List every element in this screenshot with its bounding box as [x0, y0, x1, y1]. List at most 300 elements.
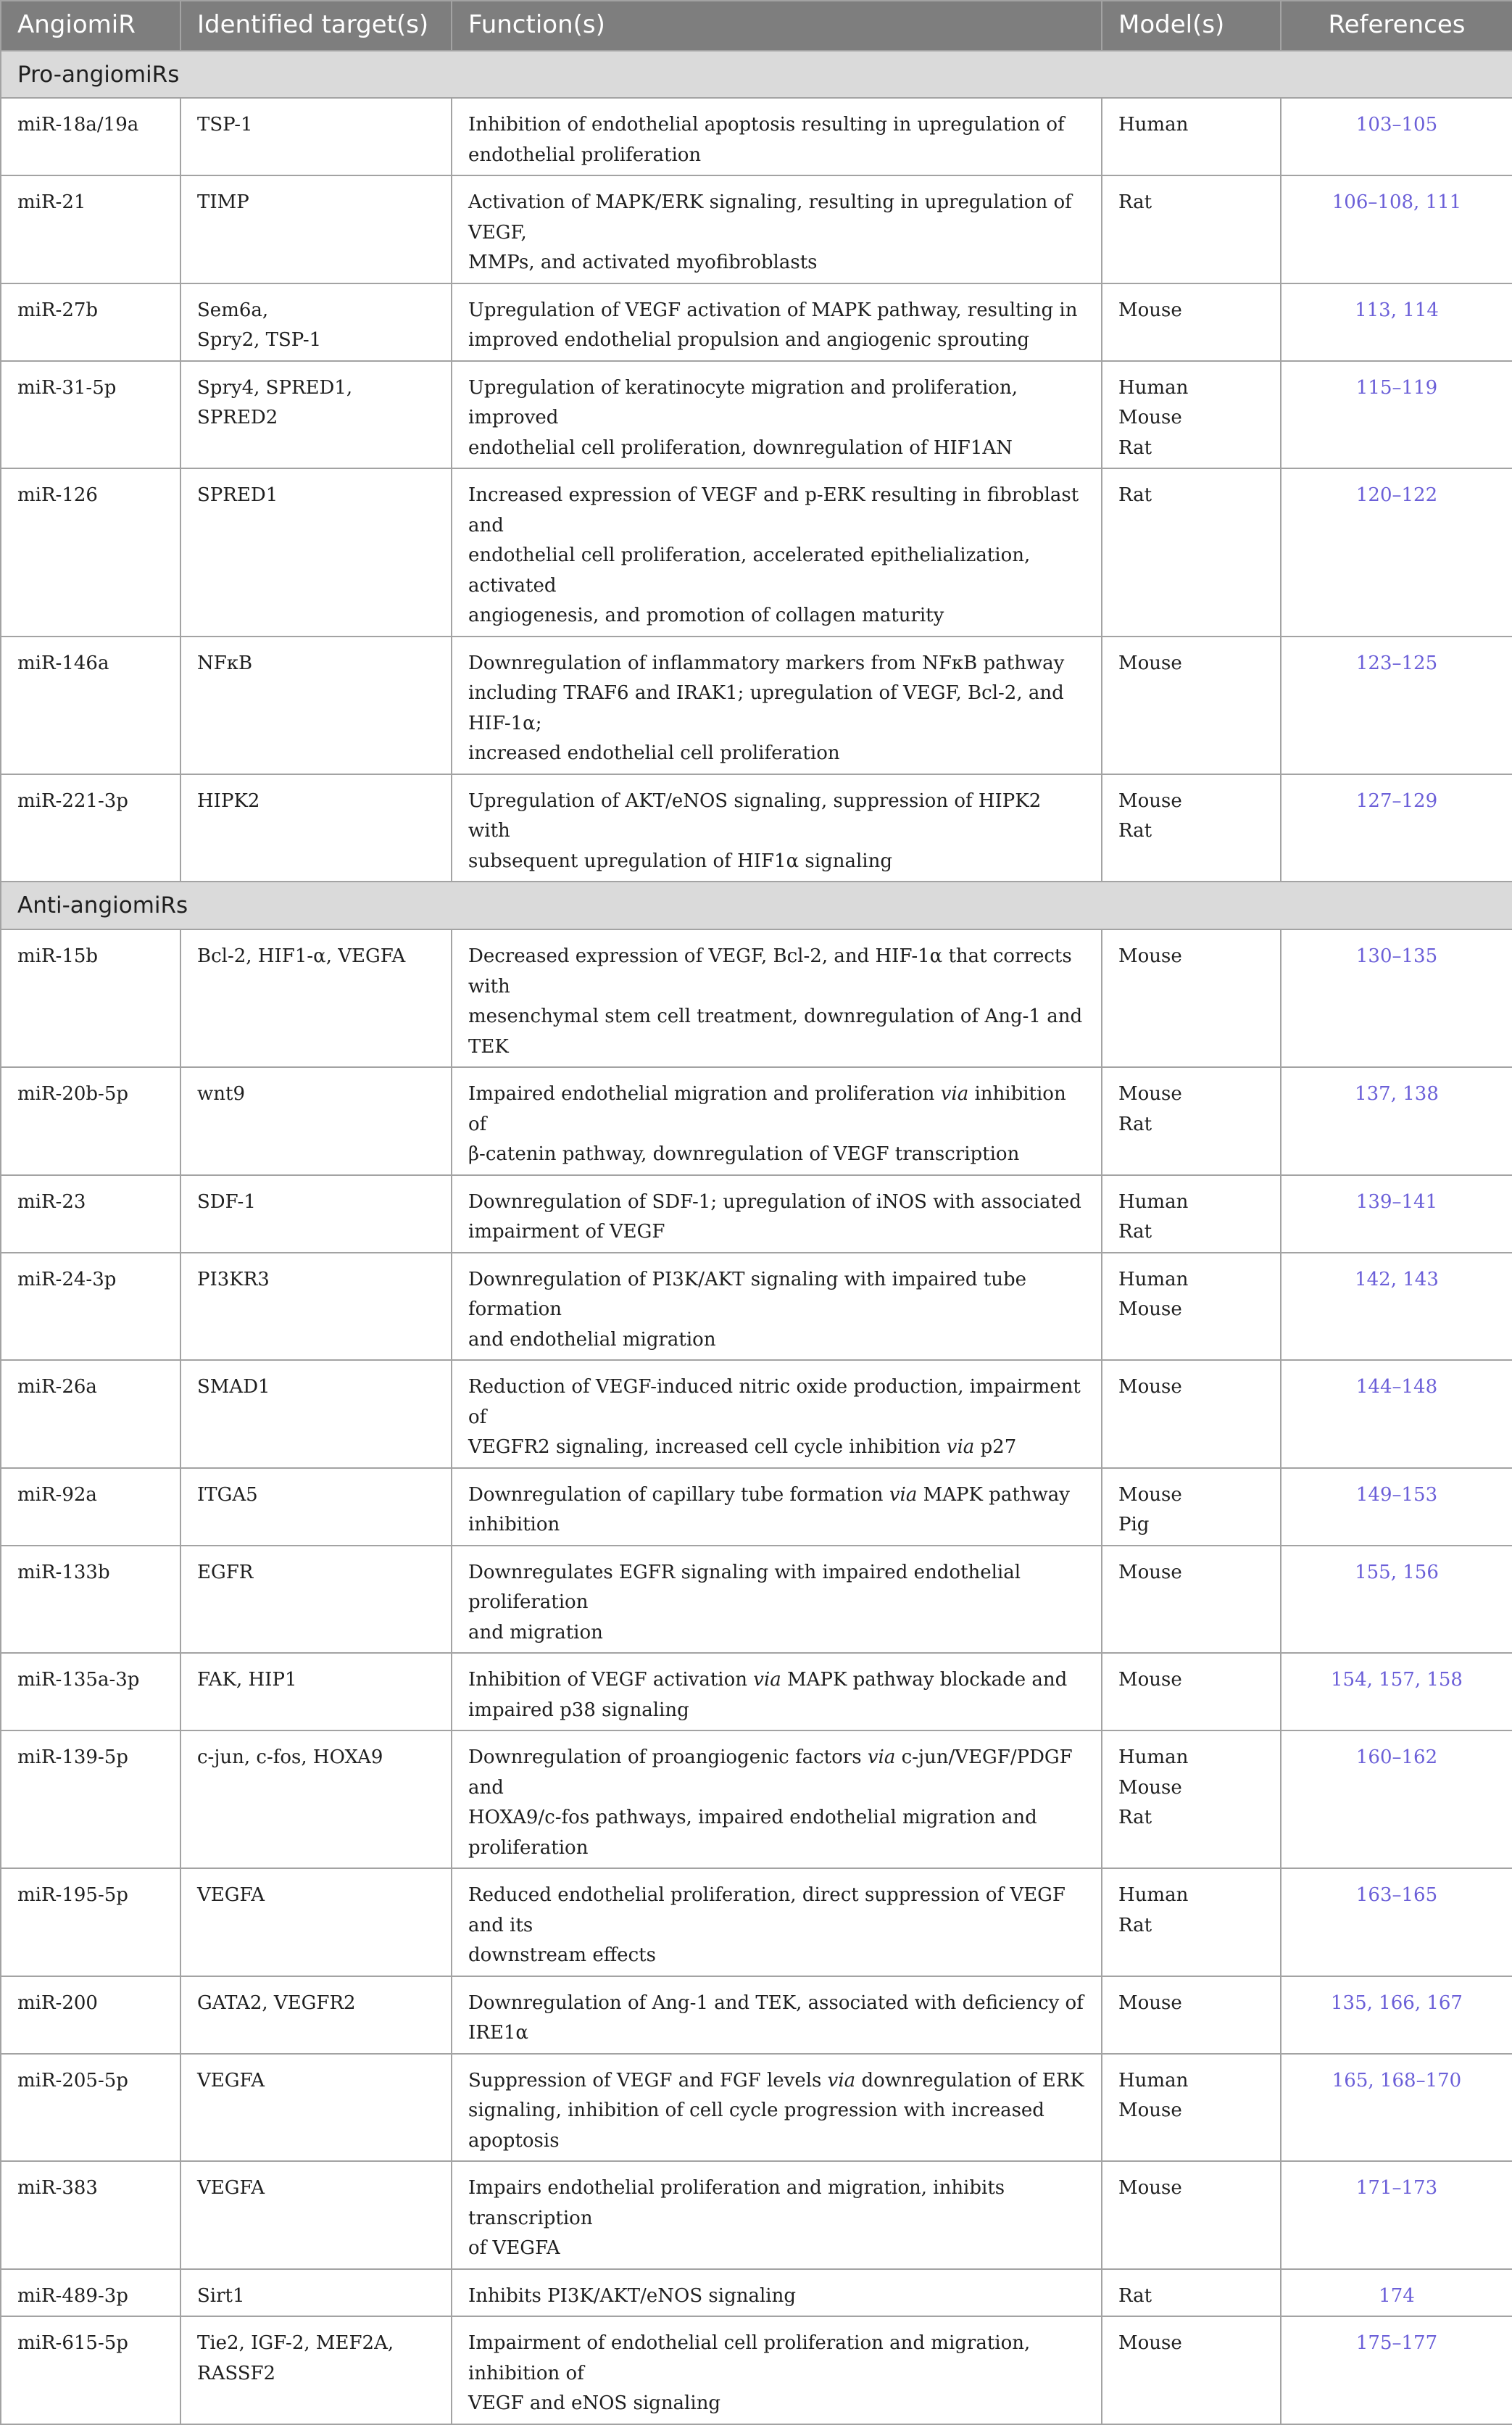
cell-targets [180, 1360, 452, 1468]
cell-mir: miR-489-3p [1, 2269, 180, 2317]
reference-link[interactable]: 129 [1401, 789, 1438, 812]
reference-link[interactable]: 127 [1355, 789, 1392, 812]
reference-link[interactable]: 122 [1401, 484, 1438, 506]
cell-mir: miR-20b-5p [1, 1067, 180, 1175]
target-line: RASSF2 [197, 2362, 276, 2384]
function-text: Suppression of VEGF and FGF levels [468, 2069, 828, 2092]
function-text-italic: via [946, 1436, 975, 1458]
model-line: Human [1118, 2069, 1189, 2092]
cell-mir: miR-126 [1, 468, 180, 637]
function-line: Reduction of VEGF-induced nitric oxide production, impairment of [468, 1376, 1081, 1428]
table-row [1, 98, 1512, 175]
cell-mir: miR-133b [1, 1546, 180, 1654]
function-line: endothelial proliferation [468, 144, 702, 166]
reference-link[interactable]: 153 [1401, 1483, 1438, 1506]
function-text: Downregulation of proangiogenic factors [468, 1746, 868, 1768]
table-row [1, 1976, 1512, 2054]
cell-targets [180, 283, 452, 361]
reference-link[interactable]: 120 [1355, 484, 1392, 506]
cell-models [1102, 1868, 1281, 1976]
table-row [1, 1546, 1512, 1654]
target-line: Tie2, IGF-2, MEF2A, [197, 2332, 394, 2354]
cell-models [1102, 468, 1281, 637]
reference-separator: , [1414, 1669, 1427, 1691]
table-row [1, 283, 1512, 361]
header-functions: Function(s) [452, 1, 1102, 51]
cell-targets [180, 1468, 452, 1546]
function-line: Downregulates EGFR signaling with impaired endothelial proliferation [468, 1561, 1021, 1613]
table-body [1, 51, 1512, 2424]
reference-link[interactable]: 154 [1331, 1669, 1367, 1691]
cell-mir: miR-24-3p [1, 1253, 180, 1361]
reference-link[interactable]: 142 [1355, 1268, 1391, 1290]
function-line: downstream effects [468, 1944, 656, 1966]
function-line [468, 1480, 1085, 1511]
target-line: EGFR [197, 1561, 254, 1583]
function-line [468, 1433, 1085, 1463]
target-line: Sem6a, [197, 299, 269, 321]
cell-targets [180, 1546, 452, 1654]
table-row [1, 2316, 1512, 2424]
target-line: wnt9 [197, 1083, 245, 1105]
model-line: Human [1118, 376, 1189, 399]
function-text-italic: via [753, 1669, 781, 1691]
cell-targets [180, 2054, 452, 2162]
reference-link[interactable]: 171 [1355, 2177, 1392, 2199]
function-line: Activation of MAPK/ERK signaling, resulting in upregulation of VEGF, [468, 191, 1072, 244]
cell-mir: miR-205-5p [1, 2054, 180, 2162]
cell-references [1281, 1730, 1512, 1868]
reference-link[interactable]: 123 [1355, 652, 1392, 674]
function-line: improved endothelial propulsion and angiogenic sprouting [468, 329, 1030, 351]
function-line: MMPs, and activated myofibroblasts [468, 252, 818, 273]
cell-targets [180, 2161, 452, 2269]
model-line: Mouse [1118, 1561, 1182, 1583]
cell-references [1281, 1175, 1512, 1253]
cell-function [452, 1468, 1102, 1546]
reference-link[interactable]: 144 [1355, 1376, 1392, 1398]
cell-targets [180, 1253, 452, 1361]
function-text: c-jun/VEGF/PDGF and [468, 1746, 1073, 1799]
function-line: VEGF and eNOS signaling [468, 2392, 721, 2414]
reference-link[interactable]: 115 [1355, 376, 1392, 399]
reference-separator: – [1392, 376, 1402, 399]
model-line: Human [1118, 1746, 1189, 1768]
function-line: angiogenesis, and promotion of collagen maturity [468, 605, 944, 626]
reference-separator: , [1366, 1669, 1379, 1691]
reference-link[interactable]: 160 [1355, 1746, 1392, 1768]
cell-models [1102, 1175, 1281, 1253]
cell-function [452, 1730, 1102, 1868]
reference-link[interactable]: 168 [1379, 2069, 1416, 2092]
cell-targets [180, 1976, 452, 2054]
reference-link[interactable]: 156 [1403, 1561, 1439, 1583]
cell-references [1281, 2054, 1512, 2162]
reference-separator: , [1414, 1991, 1427, 2014]
reference-link[interactable]: 119 [1401, 376, 1438, 399]
reference-separator: – [1392, 1483, 1402, 1506]
reference-link[interactable]: 141 [1401, 1190, 1438, 1213]
cell-references [1281, 929, 1512, 1067]
reference-separator: – [1392, 652, 1402, 674]
function-line: HOXA9/c-fos pathways, impaired endothelial migration and [468, 1807, 1037, 1828]
function-line: endothelial cell proliferation, accelerated epithelialization, activated [468, 544, 1031, 597]
function-line: inhibition [468, 1514, 560, 1535]
cell-mir: miR-92a [1, 1468, 180, 1546]
target-line: ITGA5 [197, 1483, 258, 1506]
cell-models [1102, 2269, 1281, 2317]
function-line: β-catenin pathway, downregulation of VEGF transcription [468, 1143, 1020, 1165]
cell-targets [180, 1653, 452, 1730]
table-row [1, 2269, 1512, 2317]
model-line: Pig [1118, 1514, 1150, 1535]
model-line: Mouse [1118, 2332, 1182, 2354]
reference-link[interactable]: 175 [1355, 2332, 1392, 2354]
function-text: inhibition of [468, 1083, 1066, 1135]
target-line: Bcl-2, HIF1-α, VEGFA [197, 945, 406, 967]
function-line: Reduced endothelial proliferation, direct suppression of VEGF and its [468, 1884, 1066, 1936]
header-targets: Identified target(s) [180, 1, 452, 51]
cell-references [1281, 1067, 1512, 1175]
model-line: Mouse [1118, 407, 1182, 428]
reference-separator: , [1366, 1991, 1379, 2014]
reference-link[interactable]: 163 [1355, 1884, 1392, 1906]
model-line: Human [1118, 1884, 1189, 1906]
function-line [468, 1079, 1085, 1140]
function-line: Increased expression of VEGF and p-ERK resulting in fibroblast and [468, 484, 1079, 536]
reference-separator: – [1368, 191, 1378, 213]
reference-link[interactable]: 114 [1403, 299, 1439, 321]
cell-models [1102, 1468, 1281, 1546]
section-row-pro [1, 51, 1512, 98]
cell-function [452, 1067, 1102, 1175]
target-line: Sirt1 [197, 2284, 245, 2307]
model-line: Rat [1118, 484, 1152, 506]
cell-targets [180, 929, 452, 1067]
table-row [1, 2054, 1512, 2162]
cell-function [452, 1868, 1102, 1976]
cell-references [1281, 98, 1512, 175]
model-line: Mouse [1118, 2177, 1182, 2199]
reference-link[interactable]: 106 [1332, 191, 1368, 213]
model-line: Mouse [1118, 789, 1182, 812]
table-row [1, 1468, 1512, 1546]
cell-function [452, 2161, 1102, 2269]
reference-link[interactable]: 137 [1355, 1083, 1391, 1105]
cell-models [1102, 2054, 1281, 2162]
function-text: Inhibition of VEGF activation [468, 1669, 754, 1691]
cell-function [452, 2054, 1102, 2162]
table-row [1, 361, 1512, 469]
function-line: Impairment of endothelial cell proliferation and migration, inhibition of [468, 2332, 1031, 2384]
target-line: Spry4, SPRED1, SPRED2 [197, 376, 353, 428]
cell-references [1281, 2269, 1512, 2317]
table-row [1, 929, 1512, 1067]
function-line: impaired p38 signaling [468, 1699, 689, 1721]
function-line: Upregulation of keratinocyte migration and proliferation, improved [468, 376, 1018, 428]
cell-models [1102, 1253, 1281, 1361]
function-text: VEGFR2 signaling, increased cell cycle inhibition [468, 1436, 947, 1458]
reference-link[interactable]: 105 [1401, 114, 1438, 136]
cell-targets [180, 1730, 452, 1868]
reference-link[interactable]: 103 [1355, 114, 1392, 136]
cell-function [452, 175, 1102, 283]
reference-link[interactable]: 113 [1355, 299, 1391, 321]
reference-link[interactable]: 135 [1401, 945, 1438, 967]
reference-link[interactable]: 135 [1331, 1991, 1367, 2014]
function-line: subsequent upregulation of HIF1α signaling [468, 850, 892, 872]
reference-link[interactable]: 166 [1379, 1991, 1415, 2014]
function-line: endothelial cell proliferation, downregulation of HIF1AN [468, 436, 1013, 459]
cell-function [452, 2269, 1102, 2317]
section-label-anti: Anti-angiomiRs [1, 882, 1512, 929]
cell-models [1102, 361, 1281, 469]
model-line: Rat [1118, 1113, 1152, 1135]
function-line: proliferation [468, 1836, 589, 1859]
cell-targets [180, 2316, 452, 2424]
function-line: Downregulation of inflammatory markers from NFκB pathway [468, 652, 1065, 674]
table-row [1, 468, 1512, 637]
cell-mir: miR-21 [1, 175, 180, 283]
model-line: Rat [1118, 1221, 1152, 1243]
reference-link[interactable]: 155 [1355, 1561, 1391, 1583]
cell-mir: miR-383 [1, 2161, 180, 2269]
reference-link[interactable]: 165 [1401, 1884, 1438, 1906]
function-line: signaling, inhibition of cell cycle progression with increased apoptosis [468, 2099, 1044, 2152]
cell-function [452, 637, 1102, 774]
cell-targets [180, 774, 452, 882]
model-line: Rat [1118, 1807, 1152, 1828]
function-line [468, 1665, 1085, 1696]
cell-mir: miR-18a/19a [1, 98, 180, 175]
table-row [1, 1730, 1512, 1868]
cell-function [452, 1653, 1102, 1730]
reference-separator: , [1390, 1268, 1403, 1290]
table-row [1, 1653, 1512, 1730]
cell-references [1281, 1653, 1512, 1730]
model-line: Mouse [1118, 1991, 1182, 2014]
function-text: downregulation of ERK [855, 2069, 1084, 2092]
function-text-italic: via [889, 1483, 918, 1506]
model-line: Mouse [1118, 1376, 1182, 1398]
cell-function [452, 1976, 1102, 2054]
function-line: impairment of VEGF [468, 1221, 665, 1243]
cell-targets [180, 98, 452, 175]
reference-separator: – [1392, 2332, 1402, 2354]
reference-link[interactable]: 143 [1403, 1268, 1439, 1290]
cell-mir: miR-139-5p [1, 1730, 180, 1868]
reference-link[interactable]: 138 [1403, 1083, 1439, 1105]
cell-function [452, 774, 1102, 882]
reference-link[interactable]: 170 [1425, 2069, 1462, 2092]
cell-references [1281, 2316, 1512, 2424]
model-line: Human [1118, 1190, 1189, 1213]
cell-function [452, 1175, 1102, 1253]
cell-references [1281, 361, 1512, 469]
header-angiomir: AngiomiR [1, 1, 180, 51]
function-line: Downregulation of SDF-1; upregulation of iNOS with associated [468, 1190, 1081, 1213]
cell-models [1102, 637, 1281, 774]
target-line: SMAD1 [197, 1376, 270, 1398]
function-line: Downregulation of Ang-1 and TEK, associated with deficiency of IRE1α [468, 1991, 1084, 2044]
cell-mir: miR-31-5p [1, 361, 180, 469]
cell-mir: miR-23 [1, 1175, 180, 1253]
function-line: increased endothelial cell proliferation [468, 742, 840, 764]
reference-separator: , [1390, 299, 1403, 321]
cell-function [452, 1253, 1102, 1361]
function-line [468, 1743, 1085, 1803]
table-row [1, 1175, 1512, 1253]
model-line: Mouse [1118, 1669, 1182, 1691]
cell-models [1102, 1653, 1281, 1730]
target-line: NFκB [197, 652, 253, 674]
reference-link[interactable]: 149 [1355, 1483, 1392, 1506]
target-line: SDF-1 [197, 1190, 256, 1213]
model-line: Mouse [1118, 2099, 1182, 2121]
model-line: Rat [1118, 436, 1152, 459]
reference-link[interactable]: 158 [1426, 1669, 1463, 1691]
cell-references [1281, 283, 1512, 361]
cell-function [452, 929, 1102, 1067]
reference-separator: – [1392, 945, 1402, 967]
cell-references [1281, 774, 1512, 882]
cell-models [1102, 1546, 1281, 1654]
target-line: GATA2, VEGFR2 [197, 1991, 356, 2014]
reference-link[interactable]: 167 [1426, 1991, 1463, 2014]
target-line: VEGFA [197, 1884, 265, 1906]
reference-link[interactable]: 111 [1425, 191, 1462, 213]
reference-separator: – [1416, 2069, 1426, 2092]
reference-link[interactable]: 162 [1401, 1746, 1438, 1768]
reference-link[interactable]: 165 [1332, 2069, 1368, 2092]
table-header [1, 1, 1512, 51]
header-references: References [1281, 1, 1512, 51]
cell-models [1102, 1360, 1281, 1468]
target-line: VEGFA [197, 2177, 265, 2199]
function-line: of VEGFA [468, 2237, 560, 2259]
model-line: Mouse [1118, 1776, 1182, 1799]
table-row [1, 2161, 1512, 2269]
cell-models [1102, 98, 1281, 175]
function-text-italic: via [940, 1083, 969, 1105]
model-line: Human [1118, 1268, 1189, 1290]
cell-function [452, 1360, 1102, 1468]
cell-targets [180, 1067, 452, 1175]
reference-separator: – [1392, 1376, 1402, 1398]
table-row [1, 1253, 1512, 1361]
target-line: c-jun, c-fos, HOXA9 [197, 1746, 383, 1768]
cell-references [1281, 637, 1512, 774]
target-line: PI3KR3 [197, 1268, 270, 1290]
reference-separator: , [1368, 2069, 1380, 2092]
function-text-italic: via [827, 2069, 856, 2092]
cell-models [1102, 774, 1281, 882]
table-row [1, 175, 1512, 283]
model-line: Mouse [1118, 1298, 1182, 1320]
cell-mir: miR-615-5p [1, 2316, 180, 2424]
target-line: VEGFA [197, 2069, 265, 2092]
reference-link[interactable]: 157 [1379, 1669, 1415, 1691]
section-label-pro: Pro-angiomiRs [1, 51, 1512, 98]
function-text: Downregulation of capillary tube formation [468, 1483, 889, 1506]
reference-separator: , [1390, 1561, 1403, 1583]
function-text: MAPK pathway [917, 1483, 1070, 1506]
cell-targets [180, 468, 452, 637]
reference-link[interactable]: 108 [1377, 191, 1414, 213]
cell-models [1102, 2316, 1281, 2424]
cell-mir: miR-200 [1, 1976, 180, 2054]
cell-function [452, 98, 1102, 175]
table-row [1, 774, 1512, 882]
table-row [1, 1067, 1512, 1175]
cell-targets [180, 637, 452, 774]
cell-models [1102, 175, 1281, 283]
cell-function [452, 1546, 1102, 1654]
cell-mir: miR-221-3p [1, 774, 180, 882]
function-text: Impaired endothelial migration and proliferation [468, 1083, 941, 1105]
cell-mir: miR-27b [1, 283, 180, 361]
function-line: Inhibition of endothelial apoptosis resulting in upregulation of [468, 114, 1065, 136]
reference-link[interactable]: 148 [1401, 1376, 1438, 1398]
reference-separator: – [1392, 114, 1402, 136]
reference-link[interactable]: 173 [1401, 2177, 1438, 2199]
cell-models [1102, 929, 1281, 1067]
cell-mir: miR-26a [1, 1360, 180, 1468]
reference-separator: – [1392, 1190, 1402, 1213]
cell-targets [180, 1868, 452, 1976]
reference-separator: – [1392, 1884, 1402, 1906]
function-text: p27 [974, 1436, 1017, 1458]
reference-separator: – [1392, 2177, 1402, 2199]
cell-targets [180, 2269, 452, 2317]
cell-references [1281, 1253, 1512, 1361]
reference-link[interactable]: 130 [1355, 945, 1392, 967]
target-line: HIPK2 [197, 789, 260, 812]
cell-references [1281, 1976, 1512, 2054]
model-line: Rat [1118, 1914, 1152, 1936]
reference-link[interactable]: 177 [1401, 2332, 1438, 2354]
reference-link[interactable]: 125 [1401, 652, 1438, 674]
reference-link[interactable]: 174 [1379, 2284, 1415, 2307]
cell-models [1102, 1067, 1281, 1175]
reference-separator: – [1392, 1746, 1402, 1768]
cell-models [1102, 1730, 1281, 1868]
section-row-anti [1, 882, 1512, 929]
table-row [1, 637, 1512, 774]
function-line: and migration [468, 1621, 603, 1643]
reference-separator: – [1392, 484, 1402, 506]
header-row [1, 1, 1512, 51]
reference-separator: , [1390, 1083, 1403, 1105]
model-line: Mouse [1118, 652, 1182, 674]
function-line: including TRAF6 and IRAK1; upregulation of VEGF, Bcl-2, and HIF-1α; [468, 682, 1064, 734]
cell-models [1102, 1976, 1281, 2054]
target-line: TIMP [197, 191, 249, 213]
cell-references [1281, 1868, 1512, 1976]
cell-targets [180, 175, 452, 283]
function-line: Decreased expression of VEGF, Bcl-2, and HIF-1α that corrects with [468, 945, 1072, 998]
target-line: FAK, HIP1 [197, 1669, 297, 1691]
function-line: and endothelial migration [468, 1328, 716, 1351]
cell-models [1102, 2161, 1281, 2269]
cell-function [452, 283, 1102, 361]
reference-link[interactable]: 139 [1355, 1190, 1392, 1213]
model-line: Rat [1118, 191, 1152, 213]
model-line: Rat [1118, 2284, 1152, 2307]
function-line: Downregulation of PI3K/AKT signaling with impaired tube formation [468, 1268, 1027, 1320]
cell-references [1281, 1546, 1512, 1654]
reference-separator: – [1392, 789, 1402, 812]
